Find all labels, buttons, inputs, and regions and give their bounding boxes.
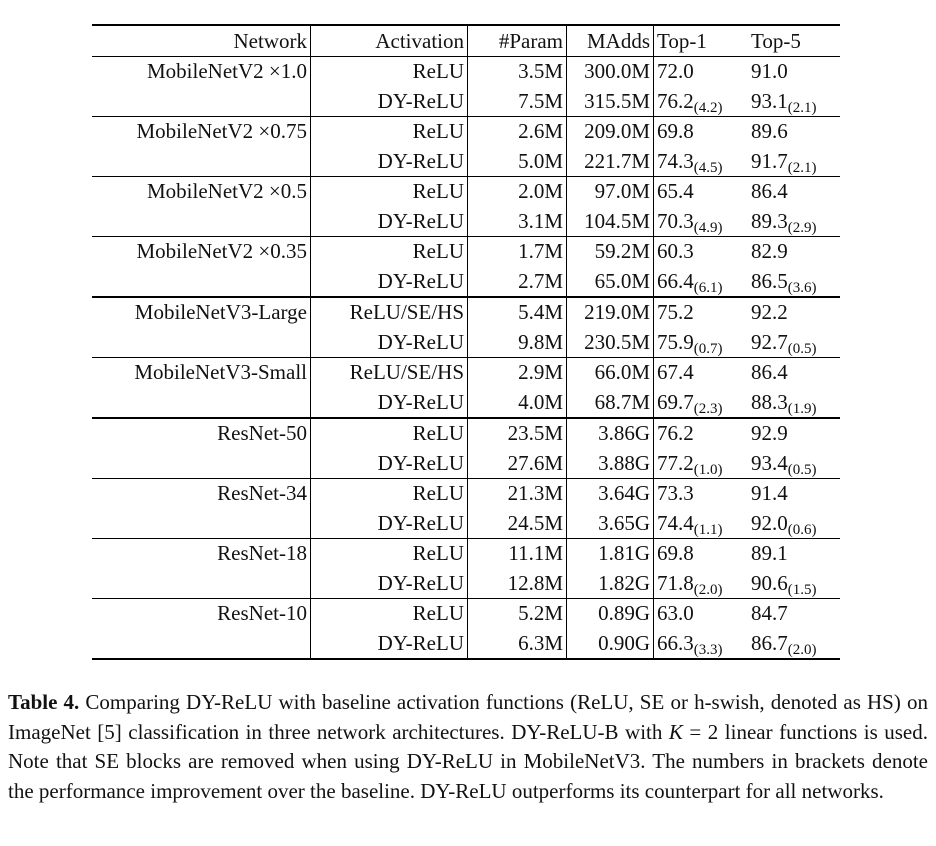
caption-variable: K (668, 719, 683, 744)
top5-gain: (2.1) (787, 159, 817, 176)
table-row (92, 449, 840, 479)
network-cell (92, 147, 311, 177)
top5-gain: (2.9) (787, 219, 817, 236)
top5-value: 93.4 (751, 450, 788, 475)
top1-value: 74.4 (657, 510, 694, 535)
top1-cell (654, 479, 749, 509)
madds-cell: 219.0M (567, 297, 654, 328)
activation-cell: DY-ReLU (311, 147, 468, 177)
top5-gain: (3.6) (787, 279, 817, 296)
table-row (92, 237, 840, 267)
table-group (92, 599, 840, 660)
top5-cell (748, 177, 840, 207)
table-row (92, 388, 840, 419)
activation-cell: ReLU/SE/HS (311, 297, 468, 328)
top5-value: 86.7 (751, 630, 788, 655)
header-activation: Activation (311, 25, 468, 57)
madds-cell: 68.7M (567, 388, 654, 419)
madds-cell: 1.81G (567, 539, 654, 569)
table-group (92, 177, 840, 237)
header-top5: Top-5 (751, 28, 801, 53)
top5-value: 88.3 (751, 389, 788, 414)
network-cell: MobileNetV2 ×0.5 (92, 177, 311, 207)
top5-cell (748, 237, 840, 267)
top1-value: 65.4 (657, 179, 694, 204)
top5-value: 92.7 (751, 329, 788, 354)
madds-cell: 315.5M (567, 87, 654, 117)
top5-cell (748, 328, 840, 358)
params-cell: 2.0M (468, 177, 567, 207)
network-cell: ResNet-10 (92, 599, 311, 629)
top1-value: 67.4 (657, 360, 694, 385)
table-group (92, 418, 840, 479)
top5-value: 92.0 (751, 510, 788, 535)
top5-value: 84.7 (751, 601, 788, 626)
top5-value: 82.9 (751, 239, 788, 264)
top5-value: 92.9 (751, 421, 788, 446)
top1-cell (654, 358, 749, 388)
results-table (92, 24, 840, 660)
table-row (92, 177, 840, 207)
top5-cell (748, 449, 840, 479)
top1-gain: (2.3) (693, 400, 723, 417)
header-params: #Param (468, 25, 567, 57)
top5-value: 91.0 (751, 59, 788, 84)
top1-cell (654, 147, 749, 177)
top1-cell (654, 388, 749, 419)
network-cell (92, 87, 311, 117)
top5-gain: (1.9) (787, 400, 817, 417)
caption-text-2: = 2 linear functions is used. Note that SE blocks are removed when using DY-ReLU in MobileNetV3. The numbers in brackets denote the performance improvement over the baseline. DY-ReLU outperforms its counterpart for all networks. (8, 719, 928, 803)
params-cell: 9.8M (468, 328, 567, 358)
top5-cell (748, 87, 840, 117)
network-cell: ResNet-34 (92, 479, 311, 509)
header-top1: Top-1 (657, 28, 707, 53)
activation-cell: ReLU (311, 177, 468, 207)
table-row (92, 358, 840, 388)
params-cell: 11.1M (468, 539, 567, 569)
activation-cell: DY-ReLU (311, 509, 468, 539)
top5-cell (748, 147, 840, 177)
network-cell (92, 629, 311, 660)
table-row (92, 599, 840, 629)
params-cell: 12.8M (468, 569, 567, 599)
madds-cell: 66.0M (567, 358, 654, 388)
top1-gain: (4.9) (693, 219, 723, 236)
top5-gain: (2.0) (787, 641, 817, 658)
top1-value: 70.3 (657, 208, 694, 233)
top1-cell (654, 449, 749, 479)
top1-cell (654, 237, 749, 267)
activation-cell: ReLU (311, 599, 468, 629)
params-cell: 5.0M (468, 147, 567, 177)
top1-cell (654, 297, 749, 328)
table-header-row (92, 25, 840, 57)
params-cell: 23.5M (468, 418, 567, 449)
table-row (92, 57, 840, 87)
top1-cell (654, 267, 749, 298)
top1-cell (654, 418, 749, 449)
network-cell (92, 569, 311, 599)
top5-value: 89.3 (751, 208, 788, 233)
madds-cell: 230.5M (567, 328, 654, 358)
table-group (92, 479, 840, 539)
top1-value: 72.0 (657, 59, 694, 84)
top5-value: 91.7 (751, 148, 788, 173)
activation-cell: DY-ReLU (311, 328, 468, 358)
network-cell: ResNet-18 (92, 539, 311, 569)
activation-cell: ReLU (311, 117, 468, 147)
header-network: Network (92, 25, 311, 57)
network-cell (92, 328, 311, 358)
table-row (92, 539, 840, 569)
top1-value: 73.3 (657, 481, 694, 506)
top1-value: 69.8 (657, 119, 694, 144)
table-row (92, 418, 840, 449)
activation-cell: DY-ReLU (311, 629, 468, 660)
top5-cell (748, 117, 840, 147)
table-row (92, 629, 840, 660)
top5-gain: (0.6) (787, 521, 817, 538)
madds-cell: 65.0M (567, 267, 654, 298)
madds-cell: 0.90G (567, 629, 654, 660)
header-madds: MAdds (567, 25, 654, 57)
top1-cell (654, 569, 749, 599)
madds-cell: 3.65G (567, 509, 654, 539)
network-cell (92, 449, 311, 479)
top1-gain: (1.1) (693, 521, 723, 538)
params-cell: 1.7M (468, 237, 567, 267)
table-group (92, 358, 840, 419)
activation-cell: DY-ReLU (311, 569, 468, 599)
params-cell: 24.5M (468, 509, 567, 539)
table-row (92, 117, 840, 147)
top1-value: 76.2 (657, 421, 694, 446)
activation-cell: DY-ReLU (311, 388, 468, 419)
top1-gain: (4.5) (693, 159, 723, 176)
madds-cell: 59.2M (567, 237, 654, 267)
top1-value: 76.2 (657, 88, 694, 113)
top1-gain: (4.2) (693, 99, 723, 116)
activation-cell: DY-ReLU (311, 449, 468, 479)
madds-cell: 3.86G (567, 418, 654, 449)
table-row (92, 479, 840, 509)
top5-cell (748, 207, 840, 237)
madds-cell: 104.5M (567, 207, 654, 237)
madds-cell: 221.7M (567, 147, 654, 177)
params-cell: 2.9M (468, 358, 567, 388)
params-cell: 3.5M (468, 57, 567, 87)
activation-cell: ReLU (311, 479, 468, 509)
network-cell: ResNet-50 (92, 418, 311, 449)
network-cell (92, 388, 311, 419)
table-row (92, 267, 840, 298)
top5-value: 89.6 (751, 119, 788, 144)
top1-gain: (2.0) (693, 581, 723, 598)
params-cell: 27.6M (468, 449, 567, 479)
top5-cell (748, 629, 840, 660)
top5-cell (748, 358, 840, 388)
table-row (92, 147, 840, 177)
top1-cell (654, 539, 749, 569)
top5-value: 86.5 (751, 268, 788, 293)
madds-cell: 300.0M (567, 57, 654, 87)
top5-value: 86.4 (751, 179, 788, 204)
top1-cell (654, 629, 749, 660)
madds-cell: 3.88G (567, 449, 654, 479)
table-group (92, 57, 840, 117)
top5-value: 93.1 (751, 88, 788, 113)
top1-value: 74.3 (657, 148, 694, 173)
table-group (92, 297, 840, 358)
top1-gain: (3.3) (693, 641, 723, 658)
top1-value: 69.8 (657, 541, 694, 566)
params-cell: 7.5M (468, 87, 567, 117)
activation-cell: DY-ReLU (311, 87, 468, 117)
params-cell: 3.1M (468, 207, 567, 237)
caption-label: Table 4. (8, 690, 80, 714)
top1-gain: (0.7) (693, 340, 723, 357)
top1-value: 75.9 (657, 329, 694, 354)
network-cell (92, 267, 311, 298)
top5-gain: (2.1) (787, 99, 817, 116)
top1-cell (654, 87, 749, 117)
madds-cell: 3.64G (567, 479, 654, 509)
network-cell: MobileNetV2 ×1.0 (92, 57, 311, 87)
top1-cell (654, 328, 749, 358)
top1-gain: (1.0) (693, 461, 723, 478)
top5-gain: (1.5) (787, 581, 817, 598)
top1-cell (654, 207, 749, 237)
top5-value: 86.4 (751, 360, 788, 385)
top5-cell (748, 479, 840, 509)
top5-cell (748, 267, 840, 298)
activation-cell: ReLU/SE/HS (311, 358, 468, 388)
top5-value: 90.6 (751, 570, 788, 595)
table-group (92, 117, 840, 177)
top5-value: 91.4 (751, 481, 788, 506)
top1-cell (654, 57, 749, 87)
top5-value: 89.1 (751, 541, 788, 566)
madds-cell: 97.0M (567, 177, 654, 207)
activation-cell: ReLU (311, 57, 468, 87)
top1-value: 66.4 (657, 268, 694, 293)
activation-cell: DY-ReLU (311, 267, 468, 298)
madds-cell: 1.82G (567, 569, 654, 599)
table-row (92, 509, 840, 539)
top5-cell (748, 297, 840, 328)
top5-cell (748, 599, 840, 629)
activation-cell: ReLU (311, 539, 468, 569)
top5-gain: (0.5) (787, 461, 817, 478)
top1-value: 71.8 (657, 570, 694, 595)
top5-cell (748, 57, 840, 87)
network-cell: MobileNetV2 ×0.35 (92, 237, 311, 267)
top1-cell (654, 117, 749, 147)
table-group (92, 237, 840, 298)
network-cell: MobileNetV3-Small (92, 358, 311, 388)
table-group (92, 539, 840, 599)
madds-cell: 209.0M (567, 117, 654, 147)
top5-value: 92.2 (751, 300, 788, 325)
params-cell: 5.4M (468, 297, 567, 328)
top1-value: 69.7 (657, 389, 694, 414)
network-cell (92, 207, 311, 237)
top1-cell (654, 599, 749, 629)
madds-cell: 0.89G (567, 599, 654, 629)
table-caption (8, 688, 928, 806)
top1-value: 66.3 (657, 630, 694, 655)
network-cell: MobileNetV3-Large (92, 297, 311, 328)
top1-cell (654, 509, 749, 539)
params-cell: 6.3M (468, 629, 567, 660)
top5-cell (748, 539, 840, 569)
top1-value: 63.0 (657, 601, 694, 626)
network-cell (92, 509, 311, 539)
params-cell: 21.3M (468, 479, 567, 509)
top1-value: 75.2 (657, 300, 694, 325)
top1-cell (654, 177, 749, 207)
caption-text-1: Comparing DY-ReLU with baseline activation functions (ReLU, SE or h-swish, denoted as HS) on ImageNet [5] classification in three network architectures. DY-ReLU-B with (8, 690, 928, 744)
activation-cell: ReLU (311, 418, 468, 449)
table-row (92, 328, 840, 358)
params-cell: 2.6M (468, 117, 567, 147)
top1-value: 77.2 (657, 450, 694, 475)
activation-cell: DY-ReLU (311, 207, 468, 237)
params-cell: 2.7M (468, 267, 567, 298)
network-cell: MobileNetV2 ×0.75 (92, 117, 311, 147)
params-cell: 4.0M (468, 388, 567, 419)
top1-value: 60.3 (657, 239, 694, 264)
table-row (92, 569, 840, 599)
top5-cell (748, 509, 840, 539)
top1-gain: (6.1) (693, 279, 723, 296)
top5-cell (748, 388, 840, 419)
params-cell: 5.2M (468, 599, 567, 629)
activation-cell: ReLU (311, 237, 468, 267)
table-row (92, 297, 840, 328)
top5-gain: (0.5) (787, 340, 817, 357)
top5-cell (748, 569, 840, 599)
table-row (92, 207, 840, 237)
table-row (92, 87, 840, 117)
top5-cell (748, 418, 840, 449)
